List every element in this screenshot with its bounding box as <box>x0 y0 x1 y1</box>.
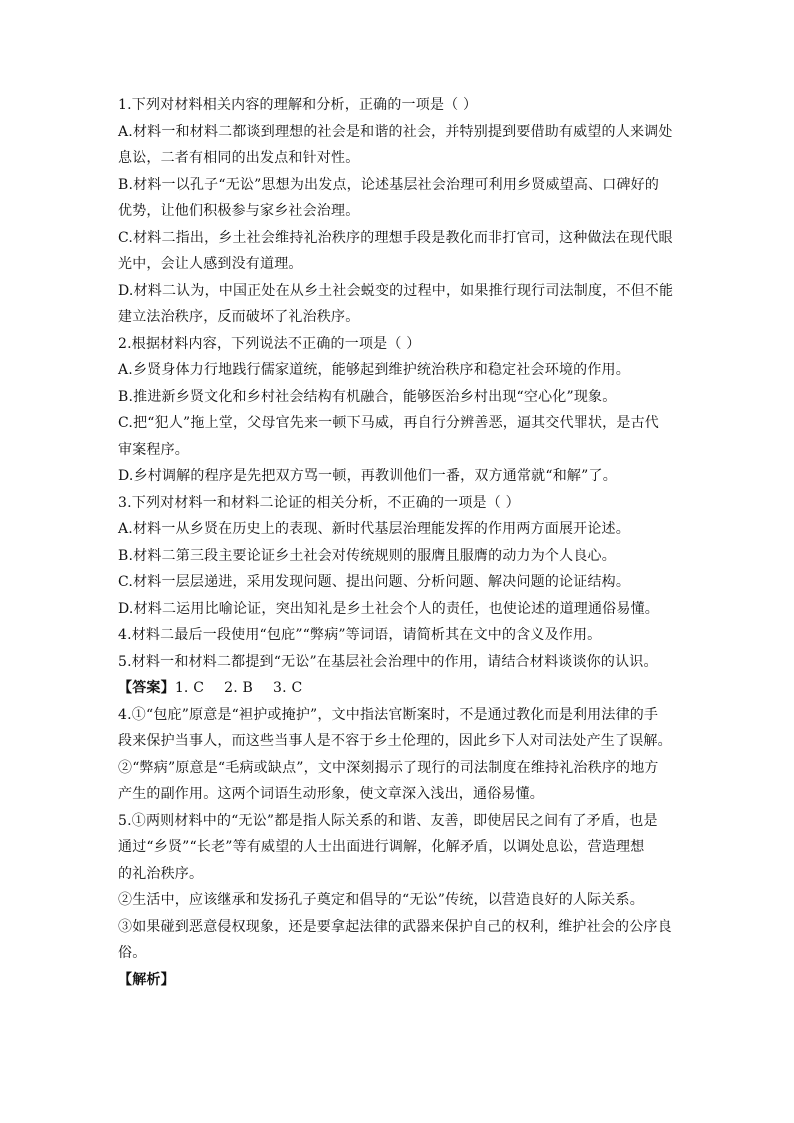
answer5-line4: ②生活中，应该继承和发扬孔子奠定和倡导的“无讼”传统，以营造良好的人际关系。 <box>118 892 644 908</box>
q5-stem: 5.材料一和材料二都提到“无讼”在基层社会治理中的作用，请结合材料谈谈你的认识。 <box>118 653 658 670</box>
answer5-line5: ③如果碰到恶意侵权现象，还是要拿起法律的武器来保护自己的权利，维护社会的公序良 <box>118 918 672 935</box>
q2-stem: 2.根据材料内容，下列说法不正确的一项是（ ） <box>118 335 421 352</box>
answer-2: 2. B <box>224 680 254 696</box>
q2-option-c-line2: 审案程序。 <box>118 441 189 458</box>
answer4-line3: ②“弊病”原意是“毛病或缺点”，文中深刻揭示了现行的司法制度在维持礼治秩序的地方 <box>118 759 659 776</box>
q3-option-a: A.材料一从乡贤在历史上的表现、新时代基层治理能发挥的作用两方面展开论述。 <box>118 521 630 537</box>
answer4-line2: 段来保护当事人，而这些当事人是不容于乡土伦理的，因此乡下人对司法处产生了误解。 <box>118 733 672 749</box>
answer5-line3: 的礼治秩序。 <box>118 865 204 882</box>
q3-option-c: C.材料一层层递进，采用发现问题、提出问题、分析问题、解决问题的论证结构。 <box>118 574 631 590</box>
document-page <box>118 92 678 993</box>
q1-option-b-line2: 优势，让他们积极参与家乡社会治理。 <box>118 203 360 219</box>
q1-option-c-line2: 光中，会让人感到没有道理。 <box>118 256 303 272</box>
q4-stem: 4.材料二最后一段使用“包庇”“弊病”等词语，请简析其在文中的含义及作用。 <box>118 627 602 643</box>
answer5-line1: 5.①两则材料中的“无讼”都是指人际关系的和谐、友善，即使居民之间有了矛盾，也是 <box>118 812 658 829</box>
answer-1: 1. C <box>174 680 205 696</box>
q1-option-a-line1: A.材料一和材料二都谈到理想的社会是和谐的社会，并特别提到要借助有威望的人来调处 <box>118 123 673 140</box>
q1-option-c-line1: C.材料二指出，乡土社会维持礼治秩序的理想手段是教化而非打官司，这种做法在现代眼 <box>118 229 673 246</box>
answer5-line2: 通过“乡贤”“长老”等有威望的人士出面进行调解，化解矛盾，以调处息讼，营造理想 <box>118 839 645 855</box>
answer-label: 【答案】 <box>118 680 175 696</box>
answer-3: 3. C <box>273 680 303 696</box>
q1-option-a-line2: 息讼，二者有相同的出发点和针对性。 <box>118 150 360 166</box>
answer4-line1: 4.①“包庇”原意是“袒护或掩护”，文中指法官断案时，不是通过教化而是利用法律的手 <box>118 706 659 723</box>
q1-option-b-line1: B.材料一以孔子“无讼”思想为出发点，论述基层社会治理可利用乡贤威望高、口碑好的 <box>118 176 660 193</box>
q3-option-d: D.材料二运用比喻论证，突出知礼是乡土社会个人的责任，也使论述的道理通俗易懂。 <box>118 600 659 617</box>
analysis-label: 【解析】 <box>118 971 175 988</box>
q1-option-d-line1: D.材料二认为，中国正处在从乡土社会蜕变的过程中，如果推行现行司法制度，不但不能 <box>118 282 674 299</box>
q2-option-a: A.乡贤身体力行地践行儒家道统，能够起到维护统治秩序和稳定社会环境的作用。 <box>118 362 630 378</box>
q1-stem: 1.下列对材料相关内容的理解和分析，正确的一项是（ ） <box>118 97 478 113</box>
q2-option-c-line1: C.把“犯人”拖上堂，父母官先来一顿下马威，再自行分辨善恶，逼其交代罪状，是古代 <box>118 415 659 431</box>
q3-option-b: B.材料二第三段主要论证乡土社会对传统规则的服膺且服膺的动力为个人良心。 <box>118 547 616 564</box>
answer-key <box>118 675 678 702</box>
q2-option-d: D.乡村调解的程序是先把双方骂一顿，再教训他们一番，双方通常就“和解”了。 <box>118 468 617 484</box>
q2-option-b: B.推进新乡贤文化和乡村社会结构有机融合，能够医治乡村出现“空心化”现象。 <box>118 388 617 405</box>
answer5-line6: 俗。 <box>118 945 147 961</box>
q1-option-d-line2: 建立法治秩序，反而破坏了礼治秩序。 <box>118 309 360 325</box>
answer4-line4: 产生的副作用。这两个词语生动形象，使文章深入浅出，通俗易懂。 <box>118 786 544 802</box>
q3-stem: 3.下列对材料一和材料二论证的相关分析，不正确的一项是（ ） <box>118 494 520 511</box>
